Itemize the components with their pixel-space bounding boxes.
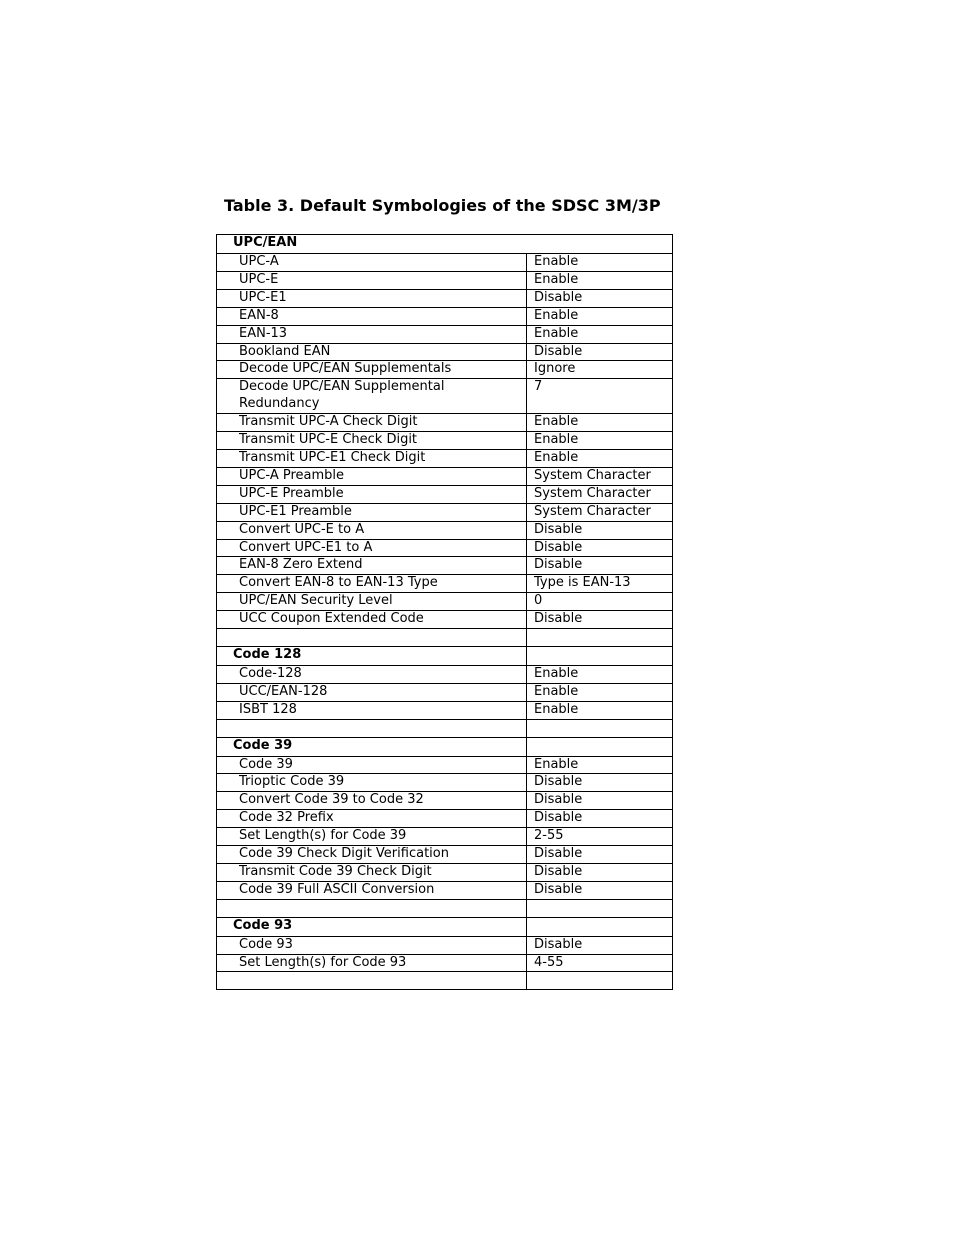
table-row [217, 774, 673, 792]
table-row [217, 863, 673, 881]
spacer-cell [527, 972, 673, 990]
parameter-name: Code 39 [217, 756, 527, 774]
section-header-row [217, 737, 673, 756]
parameter-default: Disable [527, 289, 673, 307]
spacer-cell [527, 719, 673, 737]
parameter-name: Convert Code 39 to Code 32 [217, 792, 527, 810]
page-title: Table 3. Default Symbologies of the SDSC 3M/3P [224, 196, 661, 215]
section-header-empty-cell [527, 646, 673, 665]
parameter-default: Enable [527, 254, 673, 272]
section-header: Code 128 [217, 646, 527, 665]
parameter-default: Enable [527, 307, 673, 325]
spacer-cell [217, 972, 527, 990]
table-row [217, 557, 673, 575]
spacer-row [217, 899, 673, 917]
parameter-default: System Character [527, 467, 673, 485]
parameter-name: Bookland EAN [217, 343, 527, 361]
table-row [217, 611, 673, 629]
table-row [217, 665, 673, 683]
parameter-default: 0 [527, 593, 673, 611]
parameter-default: Disable [527, 343, 673, 361]
spacer-cell [217, 719, 527, 737]
parameter-default: Enable [527, 271, 673, 289]
section-header-row [217, 646, 673, 665]
table-row [217, 701, 673, 719]
parameter-default: 2-55 [527, 828, 673, 846]
parameter-default: 7 [527, 379, 673, 414]
section-header: UPC/EAN [217, 235, 673, 254]
section-header: Code 93 [217, 917, 527, 936]
table-row [217, 846, 673, 864]
parameter-name: UPC-A [217, 254, 527, 272]
parameter-name: Trioptic Code 39 [217, 774, 527, 792]
parameter-name: Code-128 [217, 665, 527, 683]
parameter-name: Transmit UPC-E Check Digit [217, 432, 527, 450]
parameter-name: Transmit UPC-A Check Digit [217, 414, 527, 432]
parameter-name: Convert UPC-E1 to A [217, 539, 527, 557]
table-row [217, 271, 673, 289]
parameter-name: UPC-E [217, 271, 527, 289]
parameter-name: Convert UPC-E to A [217, 521, 527, 539]
parameter-name: Decode UPC/EAN Supplemental Redundancy [217, 379, 527, 414]
section-header-empty-cell [527, 737, 673, 756]
parameter-name: EAN-8 Zero Extend [217, 557, 527, 575]
table-row [217, 254, 673, 272]
parameter-name: UPC-E1 Preamble [217, 503, 527, 521]
table-row [217, 325, 673, 343]
spacer-row [217, 629, 673, 647]
parameter-default: Enable [527, 432, 673, 450]
symbologies-table [216, 234, 673, 990]
parameter-default: Disable [527, 792, 673, 810]
parameter-default: Enable [527, 665, 673, 683]
parameter-default: Enable [527, 414, 673, 432]
table-row [217, 828, 673, 846]
parameter-name: EAN-8 [217, 307, 527, 325]
parameter-name: Decode UPC/EAN Supplementals [217, 361, 527, 379]
parameter-default: Enable [527, 683, 673, 701]
parameter-default: Disable [527, 521, 673, 539]
table-row [217, 379, 673, 414]
symbologies-table-body [217, 235, 673, 990]
table-row [217, 756, 673, 774]
parameter-default: Disable [527, 611, 673, 629]
parameter-name: EAN-13 [217, 325, 527, 343]
table-row [217, 792, 673, 810]
section-header-empty-cell [527, 917, 673, 936]
table-row [217, 343, 673, 361]
parameter-name: Transmit Code 39 Check Digit [217, 863, 527, 881]
parameter-default: Disable [527, 863, 673, 881]
parameter-name: Code 32 Prefix [217, 810, 527, 828]
parameter-default: Enable [527, 701, 673, 719]
table-row [217, 467, 673, 485]
spacer-cell [217, 629, 527, 647]
parameter-name: Convert EAN-8 to EAN-13 Type [217, 575, 527, 593]
parameter-name: Transmit UPC-E1 Check Digit [217, 449, 527, 467]
table-row [217, 432, 673, 450]
table-row [217, 503, 673, 521]
parameter-default: Enable [527, 325, 673, 343]
parameter-default: Disable [527, 881, 673, 899]
spacer-cell [217, 899, 527, 917]
section-header-row [217, 235, 673, 254]
parameter-name: UPC-A Preamble [217, 467, 527, 485]
table-row [217, 307, 673, 325]
table-row [217, 449, 673, 467]
parameter-name: Set Length(s) for Code 39 [217, 828, 527, 846]
parameter-name: UPC-E1 [217, 289, 527, 307]
parameter-default: Disable [527, 936, 673, 954]
spacer-row [217, 719, 673, 737]
parameter-default: Enable [527, 449, 673, 467]
table-row [217, 521, 673, 539]
table-row [217, 289, 673, 307]
table-row [217, 575, 673, 593]
spacer-row [217, 972, 673, 990]
table-row [217, 810, 673, 828]
parameter-default: Enable [527, 756, 673, 774]
parameter-default: System Character [527, 503, 673, 521]
table-row [217, 539, 673, 557]
parameter-name: UPC-E Preamble [217, 485, 527, 503]
table-row [217, 936, 673, 954]
spacer-cell [527, 629, 673, 647]
table-row [217, 414, 673, 432]
parameter-default: Disable [527, 539, 673, 557]
table-row [217, 485, 673, 503]
parameter-name: UPC/EAN Security Level [217, 593, 527, 611]
parameter-default: Disable [527, 774, 673, 792]
parameter-name: Set Length(s) for Code 93 [217, 954, 527, 972]
table-row [217, 881, 673, 899]
parameter-default: Disable [527, 557, 673, 575]
table-row [217, 361, 673, 379]
parameter-default: System Character [527, 485, 673, 503]
parameter-default: 4-55 [527, 954, 673, 972]
table-row [217, 954, 673, 972]
parameter-name: ISBT 128 [217, 701, 527, 719]
section-header-row [217, 917, 673, 936]
section-header: Code 39 [217, 737, 527, 756]
parameter-name: UCC Coupon Extended Code [217, 611, 527, 629]
parameter-name: UCC/EAN-128 [217, 683, 527, 701]
table-row [217, 593, 673, 611]
parameter-default: Ignore [527, 361, 673, 379]
parameter-name: Code 93 [217, 936, 527, 954]
table-row [217, 683, 673, 701]
parameter-default: Disable [527, 846, 673, 864]
parameter-default: Disable [527, 810, 673, 828]
parameter-name: Code 39 Check Digit Verification [217, 846, 527, 864]
parameter-name: Code 39 Full ASCII Conversion [217, 881, 527, 899]
parameter-default: Type is EAN-13 [527, 575, 673, 593]
spacer-cell [527, 899, 673, 917]
